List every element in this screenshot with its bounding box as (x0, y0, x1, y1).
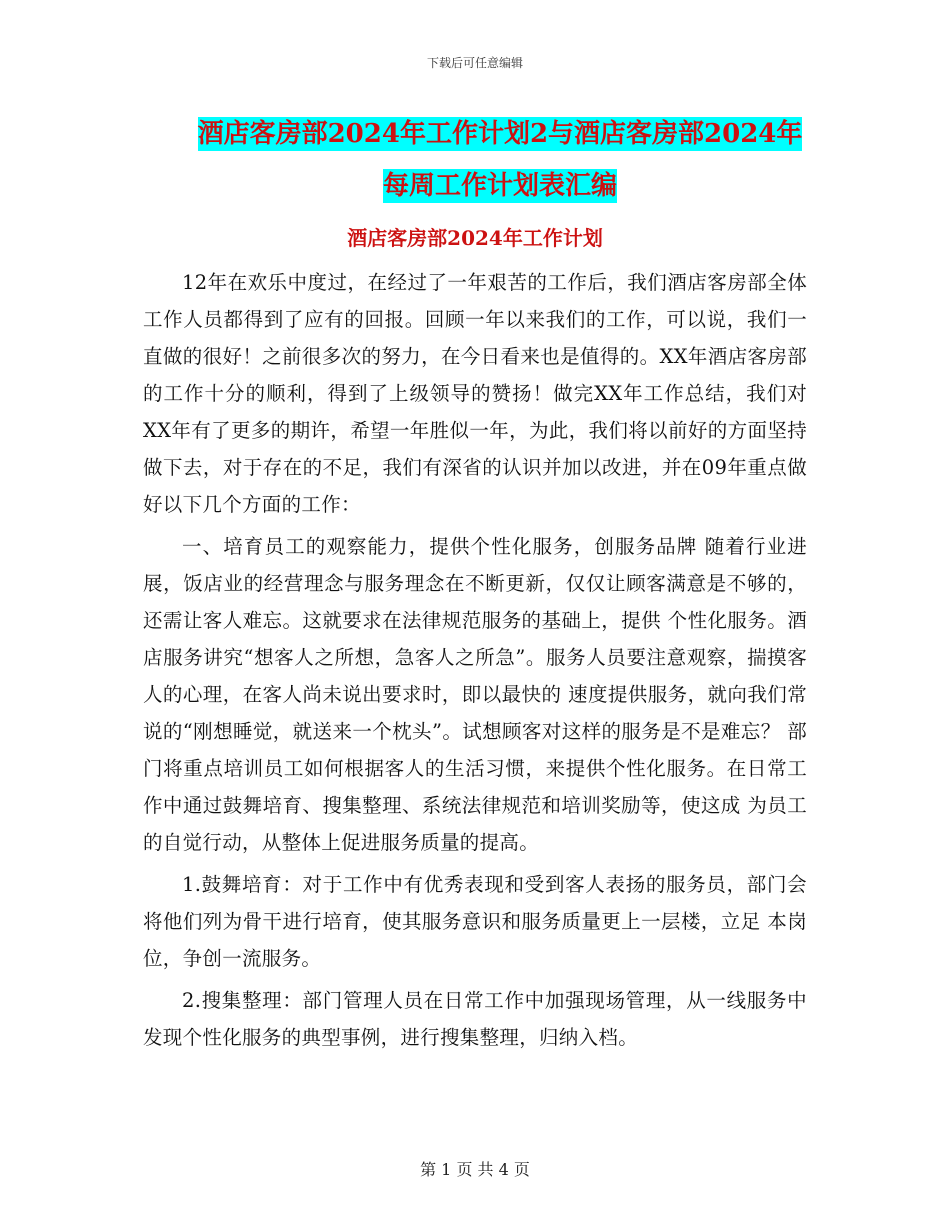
paragraph: 2.搜集整理：部门管理人员在日常工作中加强现场管理，从一线服务中发现个性化服务的典型事例，进行搜集整理，归纳入档。 (143, 989, 807, 1049)
document-title (140, 108, 860, 212)
page-number-footer: 第 1 页 共 4 页 (420, 1160, 530, 1179)
document-body (143, 264, 807, 1061)
section-heading: 酒店客房部2024年工作计划 (347, 226, 603, 250)
document-title-line-1: 酒店客房部2024年工作计划2与酒店客房部2024年 (197, 119, 803, 149)
paragraph: 12年在欢乐中度过，在经过了一年艰苦的工作后，我们酒店客房部全体工作人员都得到了应有的回报。回顾一年以来我们的工作，可以说，我们一直做的很好！之前很多次的努力，在今日看来也是值得的。XX年酒店客房部的工作十分的顺利，得到了上级领导的赞扬！做完XX年工作总结，我们对XX年有了更多的期许，希望一年胜似一年，为此，我们将以前好的方面坚持做下去，对于存在的不足，我们有深省的认识并加以改进，并在09年重点做好以下几个方面的工作： (143, 271, 807, 516)
paragraph: 一、培育员工的观察能力，提供个性化服务，创服务品牌 随着行业进展，饭店业的经营理念与服务理念在不断更新，仅仅让顾客满意是不够的，还需让客人难忘。这就要求在法律规范服务的基础上，提供 个性化服务。酒店服务讲究“想客人之所想，急客人之所急”。服务人员要注意观察，揣摸客人的心理，在客人尚未说出要求时，即以最快的 速度提供服务，就向我们常说的“刚想睡觉，就送来一个枕头”。试想顾客对这样的服务是不是难忘？ 部门将重点培训员工如何根据客人的生活习惯，来提供个性化服务。在日常工作中通过鼓舞培育、搜集整理、系统法律规范和培训奖励等，使这成 为员工的自觉行动，从整体上促进服务质量的提高。 (143, 535, 807, 854)
paragraph: 1.鼓舞培育：对于工作中有优秀表现和受到客人表扬的服务员，部门会将他们列为骨干进行培育，使其服务意识和服务质量更上一层楼，立足 本岗位，争创一流服务。 (143, 873, 807, 970)
document-title-line-2: 每周工作计划表汇编 (382, 171, 617, 201)
header-note: 下载后可任意编辑 (426, 56, 523, 70)
